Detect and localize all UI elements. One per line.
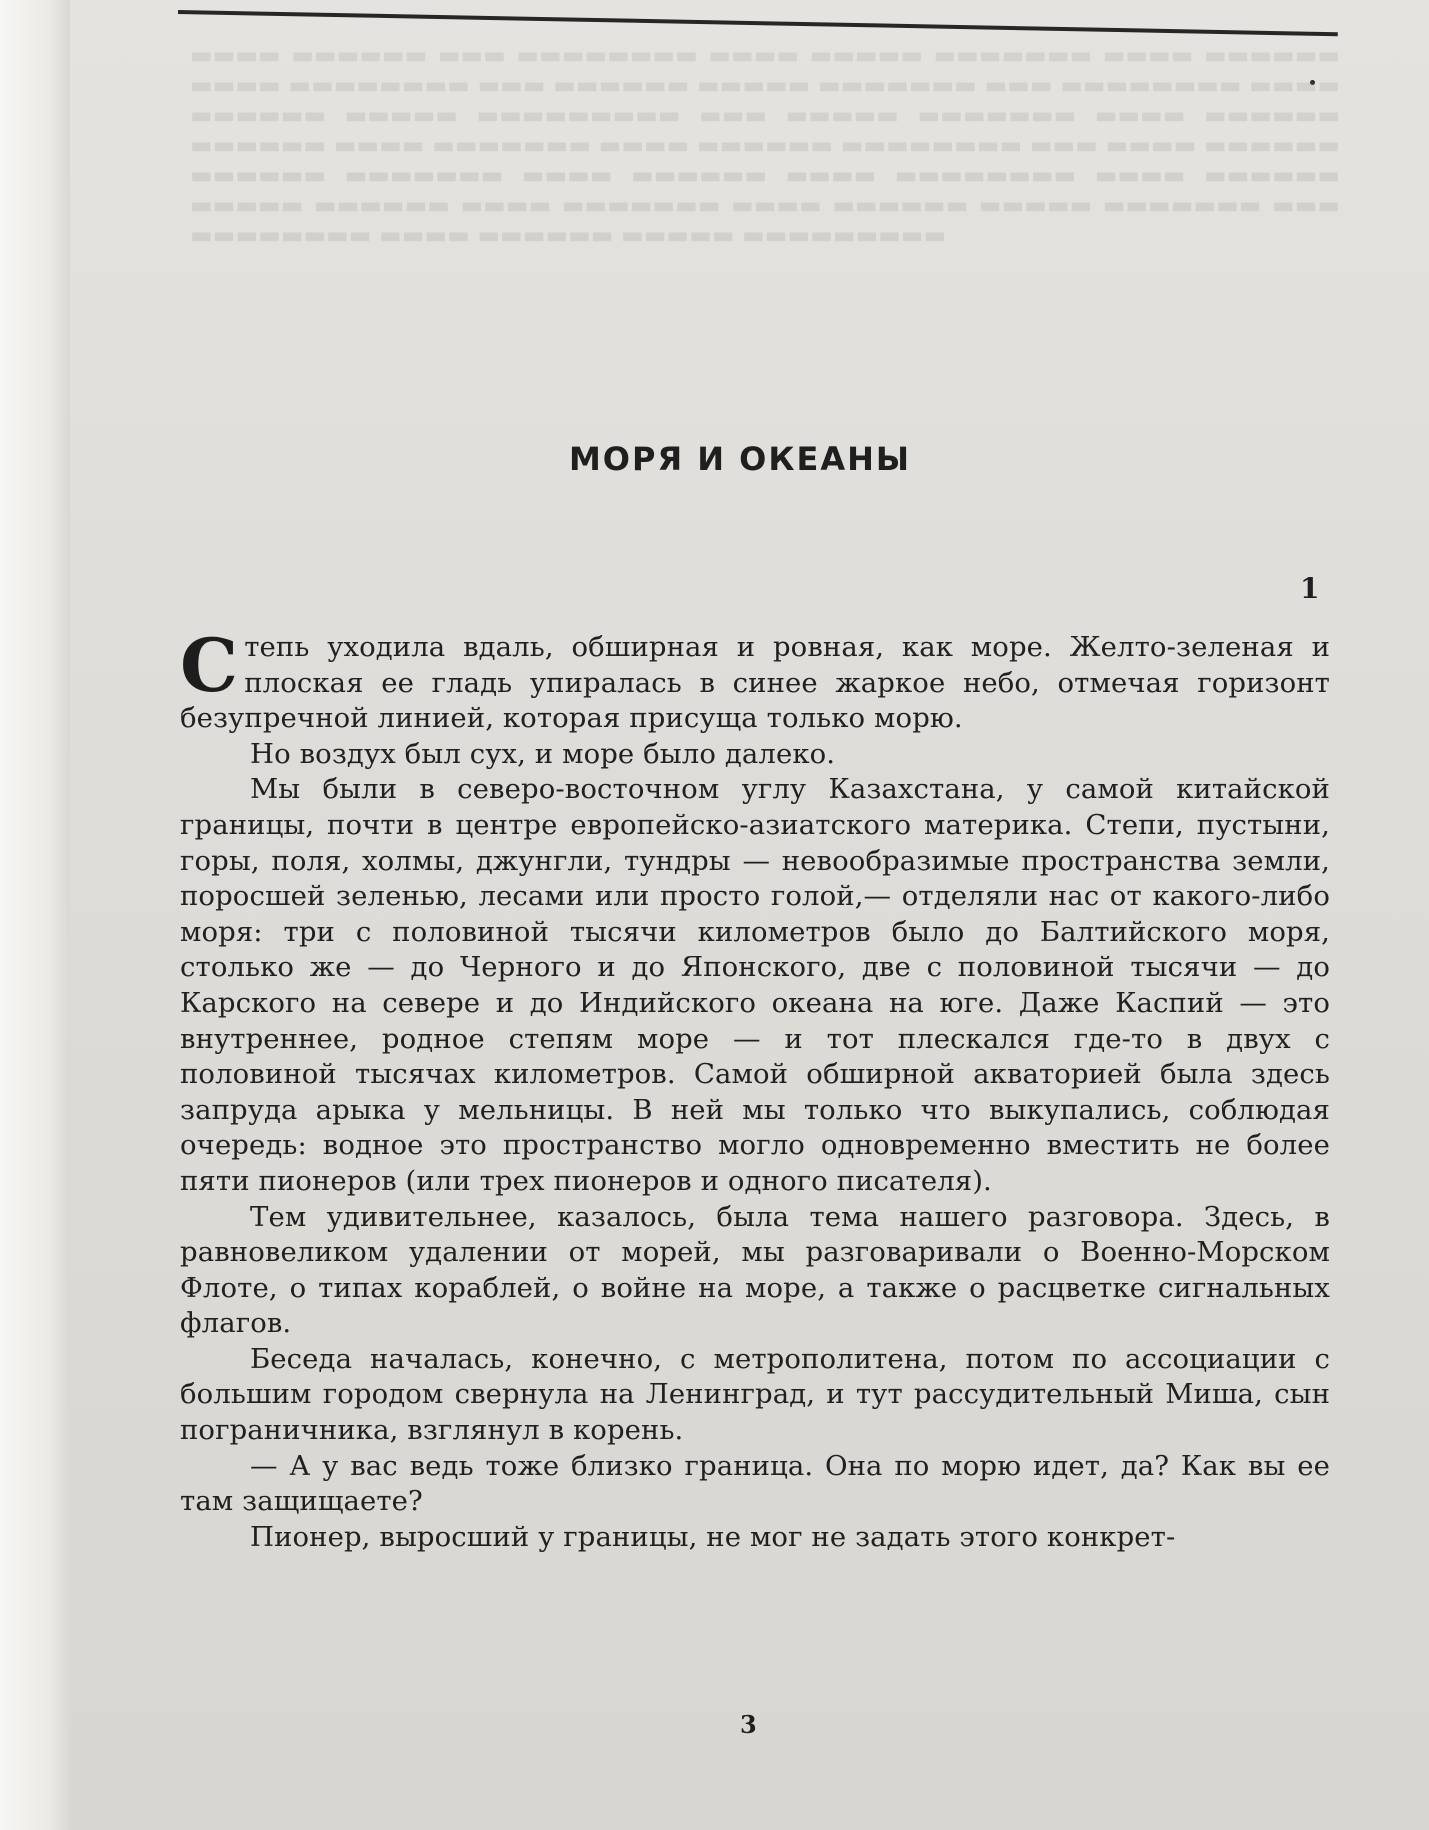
- paragraph: Беседа началась, конечно, с метрополитена, потом по ассоциации с большим городом свернула на Ленинград, и тут рассудительный Миша, сын пограничника, взглянул в корень.: [180, 1342, 1330, 1447]
- body-text: [180, 623, 1330, 1555]
- paragraph: Мы были в северо-восточном углу Казахстана, у самой китайской границы, почти в центре европейско-азиатского материка. Степи, пустыни, горы, поля, холмы, джунгли, тундры — невообразимые пространства земли, поросшей зеленью, лесами или просто голой,— отделяли нас от какого-либо моря: три с половиной тысячи километров было до Балтийского моря, столько же — до Черного и до Японского, две с половиной тысячи — до Карского на севере и до Индийского океана на юге. Даже Каспий — это внутреннее, родное степям море — и тот плескался где-то в двух с половиной тысячах километров. Самой обширной акваторией была здесь запруда арыка у мельницы. В ней мы только что выкупались, соблюдая очередь: водное это пространство могло одновременно вместить не более пяти пионеров (или трех пионеров и одного писателя).: [180, 773, 1330, 1197]
- paragraph-text: тепь уходила вдаль, обширная и ровная, как море. Желто-зеленая и плоская ее гладь упиралась в синее жаркое небо, отмечая горизонт безупречной линией, которая присуща только морю.: [180, 631, 1330, 735]
- page-number: 3: [740, 1710, 757, 1739]
- section-title: МОРЯ И ОКЕАНЫ: [568, 440, 912, 478]
- paragraph: [180, 623, 1330, 737]
- drop-cap: С: [180, 623, 239, 709]
- paragraph: Пионер, выросший у границы, не мог не задать этого конкрет-: [250, 1520, 1176, 1553]
- show-through-texture: ▬▬▬▬ ▬▬▬▬▬▬ ▬▬▬ ▬▬▬▬▬▬▬▬ ▬▬▬▬ ▬▬▬▬▬ ▬▬▬▬▬▬▬ ▬▬▬▬ ▬▬▬▬▬▬ ▬▬▬▬ ▬▬▬▬▬▬▬▬ ▬▬▬ ▬▬▬▬▬▬ ▬▬▬▬▬ ▬▬▬▬▬▬▬ ▬▬▬ ▬▬▬▬▬▬▬▬ ▬▬▬▬ ▬▬▬▬▬▬ ▬▬▬▬▬ ▬▬▬▬▬▬▬▬▬ ▬▬▬ ▬▬▬▬▬ ▬▬▬▬▬▬▬ ▬▬▬▬ ▬▬▬▬▬▬ ▬▬▬▬▬▬ ▬▬▬▬ ▬▬▬▬▬▬▬ ▬▬▬▬ ▬▬▬▬▬▬ ▬▬▬▬▬▬▬▬ ▬▬▬ ▬▬▬▬ ▬▬▬▬▬▬ ▬▬▬▬▬▬ ▬▬▬▬▬▬▬ ▬▬▬▬ ▬▬▬▬▬▬ ▬▬▬▬ ▬▬▬▬▬▬▬▬ ▬▬▬▬ ▬▬▬▬▬▬ ▬▬▬▬▬ ▬▬▬▬▬▬ ▬▬▬▬ ▬▬▬▬▬▬▬ ▬▬▬▬ ▬▬▬▬▬▬ ▬▬▬▬▬ ▬▬▬▬▬▬▬ ▬▬▬ ▬▬▬▬▬▬▬▬ ▬▬▬▬ ▬▬▬▬▬▬ ▬▬▬▬▬ ▬▬▬▬▬▬▬▬▬: [190, 41, 1340, 249]
- chapter-number: 1: [1300, 572, 1320, 605]
- paragraph: — А у вас ведь тоже близко граница. Она по морю идет, да? Как вы ее там защищаете?: [180, 1449, 1330, 1518]
- paragraph: Но воздух был сух, и море было далеко.: [250, 737, 836, 770]
- left-page-margin: [0, 0, 70, 1830]
- paragraph: Тем удивительнее, казалось, была тема нашего разговора. Здесь, в равновеликом удалении от морей, мы разговаривали о Военно-Морском Флоте, о типах кораблей, о войне на море, а также о расцветке сигнальных флагов.: [180, 1200, 1330, 1340]
